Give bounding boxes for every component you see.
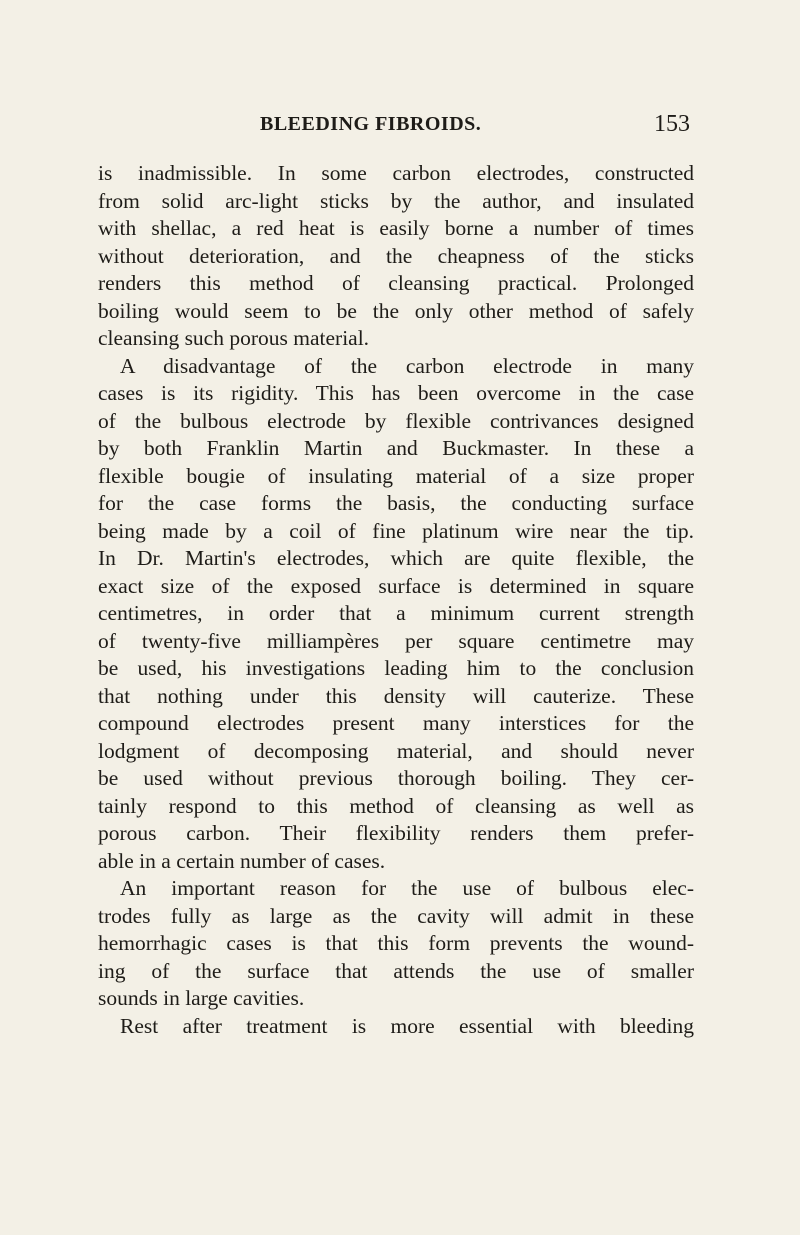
text-line: of twenty-five milliampères per square centimetre may [98,628,694,653]
text-line: porous carbon. Their flexibility renders them prefer- [98,821,694,845]
text-line: Rest after treatment is more essential with bleeding [120,1013,694,1038]
text-line: hemorrhagic cases is that this form prevents the wound- [98,931,694,955]
text-line: cases is its rigidity. This has been overcome in the case [98,381,694,405]
running-head: BLEEDING FIBROIDS. [260,113,482,135]
text-line: In Dr. Martin's electrodes, which are quite flexible, the [98,546,694,570]
text-line: An important reason for the use of bulbous elec- [120,876,694,900]
text-line: centimetres, in order that a minimum current strength [98,601,694,625]
text-line: ing of the surface that attends the use of smaller [98,958,694,983]
text-line: being made by a coil of fine platinum wire near the tip. [98,518,694,543]
text-line: tainly respond to this method of cleansing as well as [98,793,694,818]
text-line: renders this method of cleansing practical. Prolonged [98,271,694,295]
text-line: boiling would seem to be the only other method of safely [98,298,694,323]
page-header [260,113,690,143]
text-line: lodgment of decomposing material, and should never [98,738,694,763]
text-line: without deterioration, and the cheapness of the sticks [98,243,694,268]
text-line: that nothing under this density will cauterize. These [98,683,694,708]
text-line: for the case forms the basis, the conducting surface [98,491,694,515]
text-line: able in a certain number of cases. [98,848,386,873]
page-number: 153 [654,111,690,137]
text-line: by both Franklin Martin and Buckmaster. In these a [98,436,694,460]
text-line: be used without previous thorough boiling. They cer- [98,766,694,790]
body-text [98,160,694,1040]
text-line: of the bulbous electrode by flexible contrivances designed [98,408,694,433]
text-line: from solid arc-light sticks by the author, and insulated [98,188,694,213]
text-line: sounds in large cavities. [98,986,305,1010]
text-line: with shellac, a red heat is easily borne a number of times [98,216,694,240]
text-line: compound electrodes present many interstices for the [98,711,694,735]
text-line: exact size of the exposed surface is determined in square [98,573,694,598]
text-line: be used, his investigations leading him to the conclusion [98,656,694,680]
text-line: cleansing such porous material. [98,326,370,350]
text-line: is inadmissible. In some carbon electrodes, constructed [98,161,694,185]
text-line: trodes fully as large as the cavity will admit in these [98,903,694,928]
text-line: flexible bougie of insulating material of a size proper [98,463,694,488]
text-line: A disadvantage of the carbon electrode in many [120,353,694,378]
